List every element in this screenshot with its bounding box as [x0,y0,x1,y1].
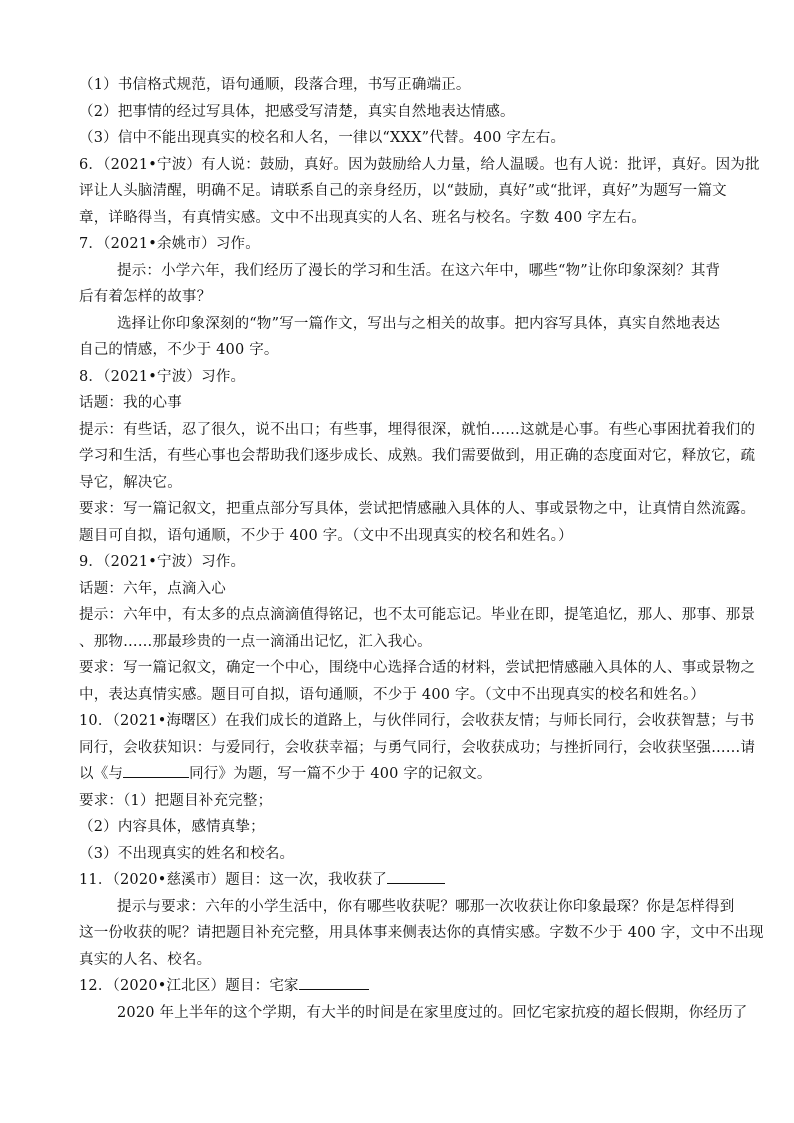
fill-in-blank [299,973,369,990]
text-line: 导它，解决它。 [79,474,182,491]
text-line: 话题：六年，点滴入心 [79,580,226,597]
question-8-line: 8．（2021•宁波）习作。 [79,368,246,385]
text-line: 同行，会收获知识：与爱同行，会收获幸福；与勇气同行，会收获成功；与挫折同行，会收获坚强……请 [79,739,756,756]
text-line: 提示：小学六年，我们经历了漫长的学习和生活。在这六年中，哪些“物”让你印象深刻？其背 [117,262,721,279]
text-line: （2）把事情的经过写具体，把感受写清楚，真实自然地表达情感。 [79,103,515,120]
text-line: 后有着怎样的故事？ [79,289,212,305]
question-6-line: 6．（2021•宁波）有人说：鼓励，真好。因为鼓励给人力量，给人温暖。也有人说：批评，真好。因为批 [79,156,760,173]
text-line: （3）信中不能出现真实的校名和人名，一律以“XXX”代替。400 字左右。 [79,130,566,146]
text-fragment: 以《与 [79,766,124,782]
text-line: 评让人头脑清醒，明确不足。请联系自己的亲身经历，以“鼓励，真好”或“批评，真好”为题写一篇文 [79,183,727,199]
text-fragment: 11．（2020•慈溪市）题目：这一次，我收获了 [79,872,387,888]
text-line: 真实的人名、校名。 [79,951,212,968]
text-line: （3）不出现真实的姓名和校名。 [79,845,295,862]
question-9-line: 9．（2021•宁波）习作。 [79,554,246,570]
question-11-line [79,867,719,894]
text-line: 中，表达真情实感。题目可自拟，语句通顺，不少于 400 字。（文中不出现真实的校名和姓名。） [79,686,706,703]
text-line: （1）书信格式规范，语句通顺，段落合理，书写正确端正。 [79,77,471,93]
question-10-line: 10．（2021•海曙区）在我们成长的道路上，与伙伴同行，会收获友情；与师长同行，会收获智慧；与书 [79,713,755,729]
text-line: 题目可自拟，语句通顺，不少于 400 字。（文中不出现真实的校名和姓名。） [79,527,573,544]
text-line: 2020 年上半年的这个学期，有大半的时间是在家里度过的。回忆宅家抗疫的超长假期，你经历了 [117,1004,748,1021]
text-fragment: 12．（2020•江北区）题目：宅家 [79,978,299,994]
text-line: 提示：有些话，忍了很久，说不出口；有些事，埋得很深，就怕……这就是心事。有些心事困扰着我们的 [79,421,756,438]
text-fragment: 同行》为题，写一篇不少于 400 字的记叙文。 [189,766,492,782]
question-7-line: 7．（2021•余姚市）习作。 [79,236,260,252]
text-line: 章，详略得当，有真情实感。文中不出现真实的人名、班名与校名。字数 400 字左右。 [79,209,647,226]
text-line: 选择让你印象深刻的“物”写一篇作文，写出与之相关的故事。把内容写具体，真实自然地表达 [117,315,721,332]
text-line: 学习和生活，有些心事也会帮助我们逐步成长、成熟。我们需要做到，用正确的态度面对它，释放它，疏 [79,448,756,464]
text-line: 提示：六年中，有太多的点点滴滴值得铭记，也不太可能忘记。毕业在即，提笔追忆，那人、那事、那景 [79,607,756,623]
text-line: 自己的情感，不少于 400 字。 [79,342,279,358]
text-line: 这一份收获的呢？请把题目补充完整，用具体事来侧表达你的真情实感。字数不少于 400 字，文中不出现 [79,925,764,941]
text-line: 提示与要求：六年的小学生活中，你有哪些收获呢？哪那一次收获让你印象最琛？你是怎样得到 [117,898,735,915]
text-line: 要求：写一篇记叙文，把重点部分写具体，尝试把情感融入具体的人、事或景物之中，让真情自然流露。 [79,501,756,517]
text-line: 要求：（1）把题目补充完整； [79,792,273,809]
document-body [79,72,764,1026]
text-line: （2）内容具体，感情真挚； [79,819,265,835]
text-line: 要求：写一篇记叙文，确定一个中心，围绕中心选择合适的材料，尝试把情感融入具体的人、事或景物之 [79,660,756,676]
text-line-with-blank [79,761,719,788]
text-line: 、那物……那最珍贵的一点一滴涌出记忆，汇入我心。 [79,633,432,650]
question-12-line [79,973,719,1000]
fill-in-blank [387,867,445,884]
fill-in-blank [123,761,189,778]
text-line: 话题：我的心事 [79,395,182,411]
